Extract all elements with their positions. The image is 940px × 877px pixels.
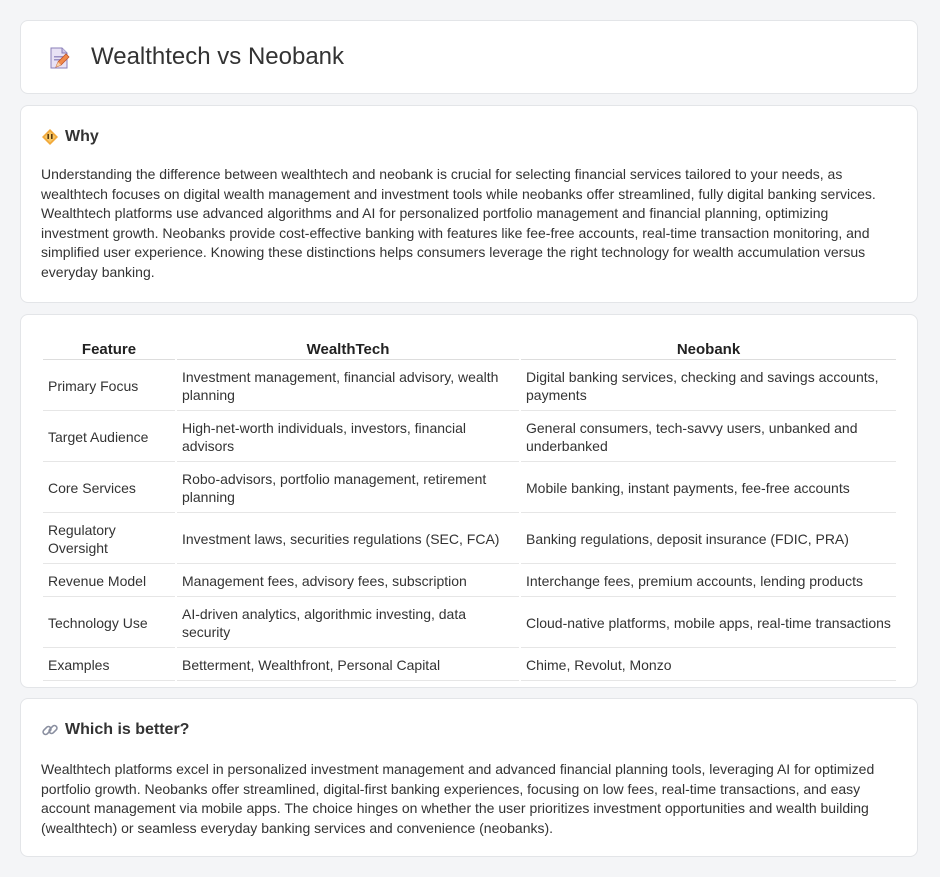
link-icon	[41, 721, 59, 739]
feature-cell: Target Audience	[43, 413, 175, 462]
header-wealthtech: WealthTech	[177, 337, 519, 360]
table-row	[43, 413, 896, 462]
header-feature: Feature	[43, 337, 175, 360]
why-section	[20, 105, 918, 303]
feature-cell: Examples	[43, 650, 175, 681]
table-row	[43, 599, 896, 648]
wealthtech-cell: Management fees, advisory fees, subscription	[177, 566, 519, 597]
neobank-cell: Mobile banking, instant payments, fee-free accounts	[521, 464, 896, 513]
why-text: Understanding the difference between wealthtech and neobank is crucial for selecting financial services tailored to your needs, as wealthtech focuses on digital wealth management and investment tools while neobanks offer streamlined, fully digital banking services. Wealthtech platforms use advanced algorithms and AI for personalized portfolio management and financial planning, optimizing investment growth. Neobanks provide cost-effective banking with features like fee-free accounts, real-time transaction monitoring, and simplified user experience. Knowing these distinctions helps consumers leverage the right technology for wealth accumulation versus everyday banking.	[41, 166, 876, 280]
neobank-cell: Chime, Revolut, Monzo	[521, 650, 896, 681]
neobank-cell: Interchange fees, premium accounts, lending products	[521, 566, 896, 597]
wealthtech-cell: Robo-advisors, portfolio management, retirement planning	[177, 464, 519, 513]
header-neobank: Neobank	[521, 337, 896, 360]
table-row	[43, 650, 896, 681]
wealthtech-cell: AI-driven analytics, algorithmic investing, data security	[177, 599, 519, 648]
table-row	[43, 464, 896, 513]
wealthtech-cell: High-net-worth individuals, investors, financial advisors	[177, 413, 519, 462]
neobank-cell: General consumers, tech-savvy users, unbanked and underbanked	[521, 413, 896, 462]
better-heading: Which is better?	[65, 721, 190, 738]
feature-cell: Revenue Model	[43, 566, 175, 597]
table-header-row	[43, 337, 896, 360]
table-row	[43, 362, 896, 411]
neobank-cell: Digital banking services, checking and savings accounts, payments	[521, 362, 896, 411]
feature-cell: Regulatory Oversight	[43, 515, 175, 564]
page-title: Wealthtech vs Neobank	[91, 43, 345, 70]
feature-cell: Technology Use	[43, 599, 175, 648]
title-card	[20, 20, 918, 94]
comparison-table-card	[20, 314, 918, 688]
better-text: Wealthtech platforms excel in personalized investment management and advanced financial planning tools, leveraging AI for optimized portfolio growth. Neobanks offer streamlined, digital-first banking experiences, focusing on low fees, real-time transactions, and easy account management via mobile apps. The choice hinges on whether the user prioritizes investment opportunities and wealth building (wealthtech) or seamless everyday banking services and convenience (neobanks).	[41, 761, 875, 836]
warning-diamond-icon	[41, 128, 59, 146]
why-heading: Why	[65, 128, 99, 145]
neobank-cell: Cloud-native platforms, mobile apps, real-time transactions	[521, 599, 896, 648]
table-row	[43, 515, 896, 564]
feature-cell: Primary Focus	[43, 362, 175, 411]
comparison-table	[41, 335, 898, 683]
which-is-better-section	[20, 698, 918, 857]
wealthtech-cell: Investment management, financial advisory, wealth planning	[177, 362, 519, 411]
table-row	[43, 566, 896, 597]
wealthtech-cell: Betterment, Wealthfront, Personal Capital	[177, 650, 519, 681]
neobank-cell: Banking regulations, deposit insurance (FDIC, PRA)	[521, 515, 896, 564]
feature-cell: Core Services	[43, 464, 175, 513]
document-pencil-icon	[47, 46, 71, 70]
wealthtech-cell: Investment laws, securities regulations (SEC, FCA)	[177, 515, 519, 564]
